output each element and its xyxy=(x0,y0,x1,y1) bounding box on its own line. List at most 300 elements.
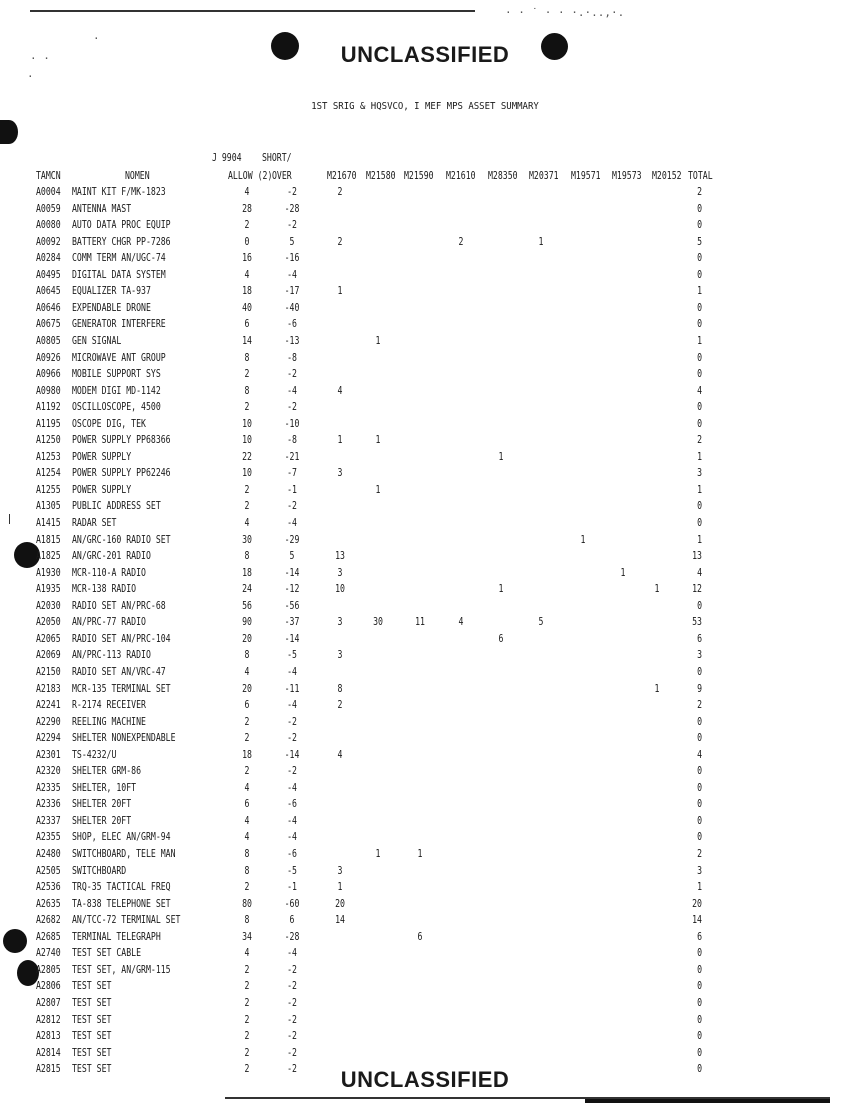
row-nomen: SHELTER NONEXPENDABLE xyxy=(72,732,176,744)
table-cell: -4 xyxy=(287,517,297,529)
row-tamcn: A2355 xyxy=(36,831,61,843)
column-header: M21590 xyxy=(404,170,434,182)
table-cell: 2 xyxy=(697,848,702,860)
table-cell: -4 xyxy=(287,385,297,397)
row-nomen: SHOP, ELEC AN/GRM-94 xyxy=(72,831,171,843)
table-cell: 24 xyxy=(242,583,252,595)
table-cell: 0 xyxy=(697,500,702,512)
table-cell: 4 xyxy=(244,831,250,843)
row-tamcn: A2480 xyxy=(36,848,61,860)
table-cell: 0 xyxy=(697,418,702,430)
table-cell: 4 xyxy=(244,947,250,959)
table-cell: 2 xyxy=(244,401,250,413)
table-cell: 0 xyxy=(697,517,702,529)
punch-hole xyxy=(0,120,18,144)
table-cell: -16 xyxy=(284,252,300,264)
table-cell: 0 xyxy=(697,980,702,992)
row-tamcn: A1305 xyxy=(36,500,61,512)
row-tamcn: A2336 xyxy=(36,798,61,810)
table-cell: 30 xyxy=(373,616,383,628)
table-cell: 8 xyxy=(244,649,250,661)
table-cell: -29 xyxy=(284,534,300,546)
row-nomen: ANTENNA MAST xyxy=(72,203,132,215)
table-cell: 30 xyxy=(242,534,252,546)
row-nomen: TEST SET xyxy=(72,1030,112,1042)
table-cell: 2 xyxy=(244,881,250,893)
scan-noise: · · xyxy=(30,52,50,65)
table-cell: 4 xyxy=(244,517,250,529)
table-cell: 0 xyxy=(697,1063,702,1075)
row-tamcn: A2635 xyxy=(36,898,61,910)
table-cell: 0 xyxy=(697,302,702,314)
row-nomen: OSCILLOSCOPE, 4500 xyxy=(72,401,161,413)
row-tamcn: A2320 xyxy=(36,765,61,777)
table-cell: 2 xyxy=(244,997,250,1009)
row-nomen: POWER SUPPLY PP68366 xyxy=(72,434,171,446)
table-cell: 0 xyxy=(697,352,702,364)
table-cell: 8 xyxy=(337,683,343,695)
row-nomen: RADIO SET AN/VRC-47 xyxy=(72,666,166,678)
table-cell: -2 xyxy=(287,1063,297,1075)
table-cell: 1 xyxy=(697,285,702,297)
table-cell: 0 xyxy=(697,318,702,330)
table-cell: 90 xyxy=(242,616,252,628)
table-cell: 20 xyxy=(242,683,252,695)
table-cell: 14 xyxy=(692,914,702,926)
table-cell: 0 xyxy=(697,732,702,744)
column-header: TAMCN xyxy=(36,170,61,182)
table-cell: 18 xyxy=(242,285,252,297)
row-tamcn: A0926 xyxy=(36,352,61,364)
table-cell: 1 xyxy=(375,335,381,347)
table-cell: 8 xyxy=(244,385,250,397)
table-cell: 1 xyxy=(337,285,343,297)
column-header: TOTAL xyxy=(688,170,713,182)
row-tamcn: A0080 xyxy=(36,219,61,231)
table-cell: 3 xyxy=(697,865,702,877)
table-cell: -2 xyxy=(287,980,297,992)
table-cell: 0 xyxy=(244,236,250,248)
table-cell: 9 xyxy=(697,683,702,695)
table-cell: 20 xyxy=(692,898,702,910)
row-tamcn: A2812 xyxy=(36,1014,61,1026)
table-cell: -13 xyxy=(284,335,300,347)
table-cell: -4 xyxy=(287,947,297,959)
table-cell: 6 xyxy=(244,699,250,711)
table-cell: 14 xyxy=(335,914,345,926)
table-cell: 0 xyxy=(697,716,702,728)
row-tamcn: A1250 xyxy=(36,434,61,446)
table-cell: -14 xyxy=(284,567,300,579)
table-cell: 1 xyxy=(697,335,702,347)
table-cell: 8 xyxy=(244,865,250,877)
table-cell: 0 xyxy=(697,997,702,1009)
table-cell: -5 xyxy=(287,649,297,661)
table-cell: 0 xyxy=(697,1014,702,1026)
table-cell: -37 xyxy=(284,616,300,628)
table-cell: 1 xyxy=(620,567,626,579)
top-scan-line xyxy=(30,10,475,12)
table-cell: 0 xyxy=(697,815,702,827)
row-nomen: TERMINAL TELEGRAPH xyxy=(72,931,161,943)
table-cell: 2 xyxy=(244,484,250,496)
column-header: OVER xyxy=(272,170,292,182)
row-nomen: AN/PRC-77 RADIO xyxy=(72,616,146,628)
table-cell: 14 xyxy=(242,335,252,347)
column-header: M20371 xyxy=(529,170,559,182)
row-tamcn: A0284 xyxy=(36,252,61,264)
row-nomen: TA-838 TELEPHONE SET xyxy=(72,898,171,910)
table-cell: 6 xyxy=(289,914,295,926)
row-nomen: MAINT KIT F/MK-1823 xyxy=(72,186,166,198)
table-cell: 1 xyxy=(337,434,343,446)
table-cell: 3 xyxy=(337,467,343,479)
table-cell: 1 xyxy=(697,881,702,893)
row-tamcn: A2682 xyxy=(36,914,61,926)
table-cell: 0 xyxy=(697,600,702,612)
table-cell: -17 xyxy=(284,285,300,297)
row-nomen: R-2174 RECEIVER xyxy=(72,699,146,711)
table-cell: 2 xyxy=(244,1047,250,1059)
table-cell: 18 xyxy=(242,567,252,579)
margin-mark xyxy=(9,514,10,524)
table-cell: 4 xyxy=(244,269,250,281)
row-tamcn: A2806 xyxy=(36,980,61,992)
table-cell: 4 xyxy=(244,666,250,678)
header-over-top: SHORT/ xyxy=(262,152,292,164)
table-cell: -1 xyxy=(287,484,297,496)
row-nomen: MCR-138 RADIO xyxy=(72,583,137,595)
table-cell: 1 xyxy=(580,534,586,546)
row-tamcn: A2301 xyxy=(36,749,61,761)
table-cell: -2 xyxy=(287,368,297,380)
table-cell: 1 xyxy=(697,451,702,463)
table-cell: 12 xyxy=(692,583,702,595)
classification-footer: UNCLASSIFIED xyxy=(340,1067,510,1092)
table-cell: 2 xyxy=(244,765,250,777)
row-tamcn: A0059 xyxy=(36,203,61,215)
table-cell: 22 xyxy=(242,451,252,463)
row-tamcn: A0805 xyxy=(36,335,61,347)
row-nomen: SHELTER 20FT xyxy=(72,815,132,827)
row-tamcn: A2337 xyxy=(36,815,61,827)
table-cell: -4 xyxy=(287,666,297,678)
table-cell: -2 xyxy=(287,219,297,231)
table-cell: 5 xyxy=(697,236,702,248)
row-nomen: SHELTER, 10FT xyxy=(72,782,137,794)
table-cell: 2 xyxy=(244,219,250,231)
table-cell: 2 xyxy=(458,236,464,248)
table-cell: 1 xyxy=(498,451,504,463)
table-cell: 2 xyxy=(244,732,250,744)
row-nomen: RADIO SET AN/PRC-68 xyxy=(72,600,166,612)
table-cell: 0 xyxy=(697,947,702,959)
table-cell: 6 xyxy=(244,318,250,330)
table-cell: 8 xyxy=(244,550,250,562)
table-cell: -14 xyxy=(284,749,300,761)
table-cell: 2 xyxy=(337,699,343,711)
table-cell: -1 xyxy=(287,881,297,893)
row-nomen: EXPENDABLE DRONE xyxy=(72,302,151,314)
table-cell: 0 xyxy=(697,401,702,413)
row-nomen: OSCOPE DIG, TEK xyxy=(72,418,146,430)
table-cell: 1 xyxy=(697,484,702,496)
row-nomen: REELING MACHINE xyxy=(72,716,146,728)
table-cell: 0 xyxy=(697,964,702,976)
table-cell: 6 xyxy=(697,633,702,645)
row-nomen: PUBLIC ADDRESS SET xyxy=(72,500,161,512)
row-tamcn: A1930 xyxy=(36,567,61,579)
row-nomen: MCR-110-A RADIO xyxy=(72,567,146,579)
row-tamcn: A0645 xyxy=(36,285,61,297)
table-cell: 0 xyxy=(697,219,702,231)
row-nomen: TEST SET xyxy=(72,997,112,1009)
table-cell: 2 xyxy=(244,980,250,992)
row-nomen: AN/TCC-72 TERMINAL SET xyxy=(72,914,181,926)
table-cell: 5 xyxy=(289,236,295,248)
table-cell: 1 xyxy=(538,236,544,248)
row-tamcn: A0980 xyxy=(36,385,61,397)
row-nomen: SHELTER GRM-86 xyxy=(72,765,142,777)
table-cell: 3 xyxy=(337,616,343,628)
table-cell: 2 xyxy=(697,699,702,711)
table-cell: 13 xyxy=(692,550,702,562)
row-nomen: MODEM DIGI MD-1142 xyxy=(72,385,161,397)
table-cell: -12 xyxy=(284,583,300,595)
row-tamcn: A2150 xyxy=(36,666,61,678)
table-cell: 1 xyxy=(654,583,660,595)
row-tamcn: A2294 xyxy=(36,732,61,744)
row-nomen: AN/PRC-113 RADIO xyxy=(72,649,151,661)
row-nomen: BATTERY CHGR PP-7286 xyxy=(72,236,171,248)
row-nomen: TEST SET, AN/GRM-115 xyxy=(72,964,171,976)
row-tamcn: A1253 xyxy=(36,451,61,463)
classification-header: UNCLASSIFIED xyxy=(340,42,510,67)
row-tamcn: A2030 xyxy=(36,600,61,612)
row-nomen: GENERATOR INTERFERE xyxy=(72,318,166,330)
table-cell: -6 xyxy=(287,848,297,860)
row-tamcn: A1415 xyxy=(36,517,61,529)
column-header: NOMEN xyxy=(125,170,150,182)
scan-noise: · · ˙ · · ·.·..,·. xyxy=(505,6,625,19)
table-cell: -21 xyxy=(284,451,300,463)
table-cell: 0 xyxy=(697,1047,702,1059)
table-cell: 0 xyxy=(697,765,702,777)
table-cell: 16 xyxy=(242,252,252,264)
table-cell: -2 xyxy=(287,1030,297,1042)
scan-noise: · xyxy=(93,32,100,45)
table-cell: 0 xyxy=(697,782,702,794)
row-tamcn: A2807 xyxy=(36,997,61,1009)
table-cell: -2 xyxy=(287,964,297,976)
row-nomen: POWER SUPPLY PP62246 xyxy=(72,467,171,479)
table-cell: -2 xyxy=(287,1047,297,1059)
table-cell: -8 xyxy=(287,434,297,446)
column-header: M21610 xyxy=(446,170,476,182)
table-cell: -2 xyxy=(287,401,297,413)
table-cell: 0 xyxy=(697,1030,702,1042)
row-tamcn: A2814 xyxy=(36,1047,61,1059)
table-cell: 8 xyxy=(244,848,250,860)
row-nomen: TEST SET CABLE xyxy=(72,947,142,959)
table-cell: -6 xyxy=(287,798,297,810)
row-nomen: GEN SIGNAL xyxy=(72,335,122,347)
row-tamcn: A1825 xyxy=(36,550,61,562)
row-nomen: RADAR SET xyxy=(72,517,117,529)
table-cell: 1 xyxy=(498,583,504,595)
table-cell: 3 xyxy=(337,865,343,877)
table-cell: -5 xyxy=(287,865,297,877)
table-cell: 10 xyxy=(242,434,252,446)
table-cell: 1 xyxy=(654,683,660,695)
table-cell: 11 xyxy=(415,616,425,628)
table-cell: -4 xyxy=(287,815,297,827)
column-header: M19571 xyxy=(571,170,601,182)
row-tamcn: A2685 xyxy=(36,931,61,943)
bottom-scan-bar xyxy=(585,1099,830,1103)
table-cell: -14 xyxy=(284,633,300,645)
table-cell: 2 xyxy=(244,1030,250,1042)
table-cell: 1 xyxy=(375,434,381,446)
table-cell: 2 xyxy=(697,186,702,198)
table-cell: -2 xyxy=(287,500,297,512)
table-cell: -4 xyxy=(287,699,297,711)
column-header: M21670 xyxy=(327,170,357,182)
table-cell: -56 xyxy=(284,600,300,612)
table-cell: -7 xyxy=(287,467,297,479)
table-cell: 2 xyxy=(244,500,250,512)
column-header: M21580 xyxy=(366,170,396,182)
row-tamcn: A2069 xyxy=(36,649,61,661)
table-cell: -2 xyxy=(287,1014,297,1026)
table-cell: 1 xyxy=(375,484,381,496)
table-cell: -6 xyxy=(287,318,297,330)
table-cell: 10 xyxy=(242,467,252,479)
row-tamcn: A1255 xyxy=(36,484,61,496)
row-nomen: AN/GRC-160 RADIO SET xyxy=(72,534,171,546)
row-nomen: AUTO DATA PROC EQUIP xyxy=(72,219,171,231)
row-tamcn: A2290 xyxy=(36,716,61,728)
table-cell: 5 xyxy=(289,550,295,562)
table-cell: 0 xyxy=(697,666,702,678)
table-cell: 2 xyxy=(337,186,343,198)
table-cell: 13 xyxy=(335,550,345,562)
table-cell: 2 xyxy=(244,1014,250,1026)
header-allow-top: J 9904 xyxy=(212,152,242,164)
row-tamcn: A0092 xyxy=(36,236,61,248)
table-cell: 2 xyxy=(244,964,250,976)
table-cell: 5 xyxy=(538,616,544,628)
table-cell: -2 xyxy=(287,716,297,728)
table-cell: 3 xyxy=(697,467,702,479)
table-cell: 2 xyxy=(337,236,343,248)
row-nomen: AN/GRC-201 RADIO xyxy=(72,550,151,562)
row-nomen: SWITCHBOARD, TELE MAN xyxy=(72,848,176,860)
row-tamcn: A2183 xyxy=(36,683,61,695)
table-cell: 4 xyxy=(458,616,464,628)
table-cell: 3 xyxy=(337,567,343,579)
table-cell: 6 xyxy=(498,633,504,645)
row-tamcn: A0966 xyxy=(36,368,61,380)
table-cell: -28 xyxy=(284,203,300,215)
table-cell: 4 xyxy=(697,385,702,397)
row-tamcn: A2815 xyxy=(36,1063,61,1075)
row-tamcn: A0495 xyxy=(36,269,61,281)
row-nomen: TEST SET xyxy=(72,1047,112,1059)
row-tamcn: A2065 xyxy=(36,633,61,645)
table-cell: -28 xyxy=(284,931,300,943)
table-cell: -4 xyxy=(287,782,297,794)
table-cell: 2 xyxy=(697,434,702,446)
table-cell: -40 xyxy=(284,302,300,314)
table-cell: 1 xyxy=(417,848,423,860)
table-cell: 1 xyxy=(697,534,702,546)
row-nomen: TEST SET xyxy=(72,1063,112,1075)
row-nomen: COMM TERM AN/UGC-74 xyxy=(72,252,166,264)
row-nomen: MOBILE SUPPORT SYS xyxy=(72,368,161,380)
table-cell: 53 xyxy=(692,616,702,628)
row-nomen: TS-4232/U xyxy=(72,749,117,761)
table-cell: 0 xyxy=(697,831,702,843)
row-tamcn: A0675 xyxy=(36,318,61,330)
row-tamcn: A2813 xyxy=(36,1030,61,1042)
table-cell: -2 xyxy=(287,186,297,198)
table-cell: 4 xyxy=(697,567,702,579)
table-cell: 1 xyxy=(375,848,381,860)
table-cell: -2 xyxy=(287,997,297,1009)
row-nomen: SWITCHBOARD xyxy=(72,865,127,877)
row-tamcn: A2805 xyxy=(36,964,61,976)
table-cell: 0 xyxy=(697,203,702,215)
table-cell: -2 xyxy=(287,765,297,777)
table-cell: 0 xyxy=(697,368,702,380)
table-cell: 40 xyxy=(242,302,252,314)
row-nomen: MICROWAVE ANT GROUP xyxy=(72,352,166,364)
row-tamcn: A0004 xyxy=(36,186,61,198)
table-cell: -8 xyxy=(287,352,297,364)
table-cell: 6 xyxy=(417,931,423,943)
table-cell: 18 xyxy=(242,749,252,761)
report-title: 1ST SRIG & HQSVCO, I MEF MPS ASSET SUMMARY xyxy=(311,101,539,112)
row-tamcn: A1195 xyxy=(36,418,61,430)
row-tamcn: A2241 xyxy=(36,699,61,711)
table-cell: 20 xyxy=(242,633,252,645)
column-header: M20152 xyxy=(652,170,682,182)
row-nomen: TRQ-35 TACTICAL FREQ xyxy=(72,881,171,893)
table-cell: 8 xyxy=(244,352,250,364)
row-tamcn: A2505 xyxy=(36,865,61,877)
table-cell: 4 xyxy=(337,385,343,397)
table-cell: 20 xyxy=(335,898,345,910)
row-nomen: TEST SET xyxy=(72,980,112,992)
scan-noise: · xyxy=(27,70,34,83)
row-tamcn: A2740 xyxy=(36,947,61,959)
table-cell: 4 xyxy=(244,782,250,794)
column-header: M19573 xyxy=(612,170,642,182)
table-cell: 0 xyxy=(697,252,702,264)
table-cell: 80 xyxy=(242,898,252,910)
table-cell: 6 xyxy=(697,931,702,943)
table-cell: 10 xyxy=(242,418,252,430)
row-tamcn: A1192 xyxy=(36,401,61,413)
table-cell: 6 xyxy=(244,798,250,810)
table-cell: 0 xyxy=(697,269,702,281)
table-cell: 4 xyxy=(244,815,250,827)
row-nomen: DIGITAL DATA SYSTEM xyxy=(72,269,166,281)
table-cell: 3 xyxy=(337,649,343,661)
table-cell: 28 xyxy=(242,203,252,215)
column-header: ALLOW (2) xyxy=(228,170,273,182)
